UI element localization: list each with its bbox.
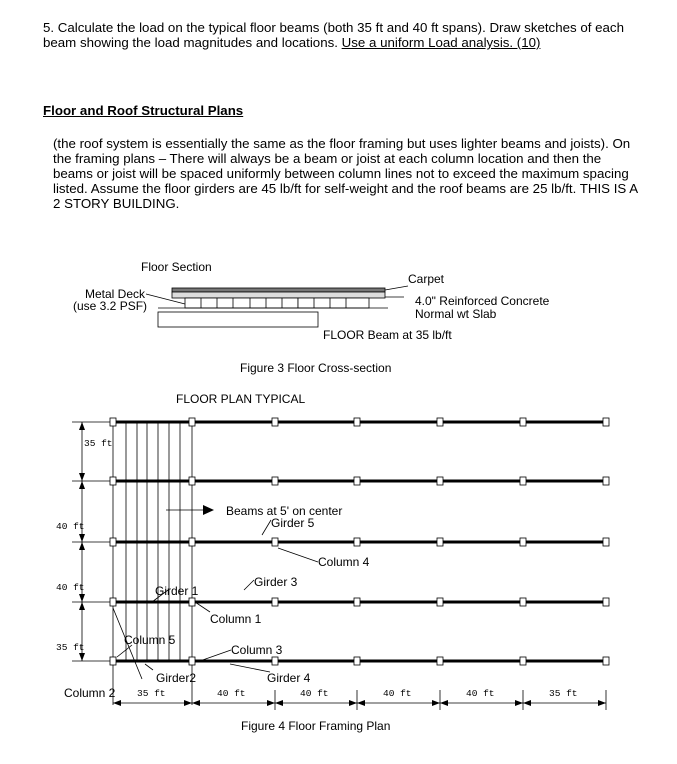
dim-arrow (275, 700, 283, 706)
dim-arrow (184, 700, 192, 706)
girder-5-label: Girder 5 (271, 516, 315, 530)
column-marker (437, 418, 443, 426)
column-marker (520, 598, 526, 606)
floor-section-figure (73, 260, 550, 375)
column-marker (272, 598, 278, 606)
column-marker (272, 477, 278, 485)
column-marker (110, 538, 116, 546)
dim-arrow (79, 594, 85, 602)
col-dim-2: 40 ft (217, 688, 246, 699)
column-marker (520, 477, 526, 485)
girder-2-label: Girder2 (156, 671, 197, 685)
metal-deck-label: Metal Deck (85, 287, 146, 301)
dim-arrow (113, 700, 121, 706)
column-marker (354, 538, 360, 546)
col-dim-4: 40 ft (383, 688, 412, 699)
col-dim-6: 35 ft (549, 688, 578, 699)
question-text: 5. Calculate the load on the typical floor beams (both 35 ft and 40 ft spans). Draw sketches of each beam showing the load magnitudes and locations. (43, 20, 624, 50)
column-marker (354, 477, 360, 485)
girder-4-label: Girder 4 (267, 671, 311, 685)
column-marker (110, 418, 116, 426)
dim-arrow (79, 653, 85, 661)
column-5-label: Column 5 (124, 633, 176, 647)
column-marker (603, 477, 609, 485)
column-marker (603, 598, 609, 606)
dim-arrow (79, 542, 85, 550)
dim-arrow (79, 602, 85, 610)
dim-arrow (357, 700, 365, 706)
girder-1-label: Girder 1 (155, 584, 199, 598)
beams-label: Beams at 5' on center (226, 504, 343, 518)
column-marker (354, 598, 360, 606)
column-marker (354, 657, 360, 665)
floor-framing-plan (56, 392, 609, 733)
beams-arrowhead (203, 505, 214, 515)
floor-plan-title: FLOOR PLAN TYPICAL (176, 392, 306, 406)
figure-4-caption: Figure 4 Floor Framing Plan (241, 719, 391, 733)
leader-line (145, 664, 153, 670)
dim-arrow (79, 481, 85, 489)
leader-line (244, 580, 254, 590)
column-marker (520, 418, 526, 426)
column-marker (110, 657, 116, 665)
slab-label: 4.0" Reinforced Concrete (415, 294, 550, 308)
concrete-slab (172, 292, 385, 298)
dim-arrow (267, 700, 275, 706)
dim-arrow (79, 473, 85, 481)
intro-paragraph: (the roof system is essentially the same as the floor framing but uses lighter beams and joists). On the framing plans – There will always be a beam or joist at each column location and then the beams or joist will be spaced uniformly between column lines not to exceed the maximum spacing listed. Assume the floor girders are 45 lb/ft for self-weight and the roof beams are 25 lb/ft. THIS IS A 2 STORY BUILDING. (53, 136, 638, 211)
column-marker (437, 657, 443, 665)
column-marker (272, 538, 278, 546)
dim-arrow (440, 700, 448, 706)
row-dim-1: 35 ft (84, 438, 113, 449)
row-dim-4: 35 ft (56, 642, 85, 653)
column-marker (272, 418, 278, 426)
column-marker (520, 657, 526, 665)
column-4-label: Column 4 (318, 555, 370, 569)
dim-arrow (192, 700, 200, 706)
dim-arrow (79, 534, 85, 542)
row-dim-2: 40 ft (56, 521, 85, 532)
column-marker (520, 538, 526, 546)
column-marker (189, 418, 195, 426)
col-dim-1: 35 ft (137, 688, 166, 699)
dim-arrow (523, 700, 531, 706)
carpet-label: Carpet (408, 272, 445, 286)
dim-arrow (515, 700, 523, 706)
dim-arrow (598, 700, 606, 706)
leader-line (262, 520, 271, 535)
slab-label-2: Normal wt Slab (415, 307, 497, 321)
col-dim-5: 40 ft (466, 688, 495, 699)
column-marker (189, 477, 195, 485)
dim-arrow (349, 700, 357, 706)
carpet-layer (172, 288, 385, 292)
column-marker (603, 657, 609, 665)
column-marker (354, 418, 360, 426)
col-dim-3: 40 ft (300, 688, 329, 699)
floor-section-title: Floor Section (141, 260, 212, 274)
dim-arrow (79, 422, 85, 430)
question-underlined: Use a uniform Load analysis. (10) (341, 35, 541, 50)
dim-arrow (432, 700, 440, 706)
leader-line (230, 664, 270, 672)
column-marker (110, 477, 116, 485)
column-marker (110, 598, 116, 606)
column-marker (603, 538, 609, 546)
girder-3-label: Girder 3 (254, 575, 298, 589)
column-2-label: Column 2 (64, 686, 116, 700)
figure-3-caption: Figure 3 Floor Cross-section (240, 361, 392, 375)
floor-beam-label: FLOOR Beam at 35 lb/ft (323, 328, 452, 342)
column-marker (189, 657, 195, 665)
metal-deck-psf: (use 3.2 PSF) (73, 299, 148, 313)
floor-beam (158, 312, 318, 327)
section-heading-text: Floor and Roof Structural Plans (43, 103, 244, 118)
row-dim-3: 40 ft (56, 582, 85, 593)
column-3-label: Column 3 (231, 643, 283, 657)
metal-deck (185, 298, 369, 308)
column-marker (437, 477, 443, 485)
column-marker (437, 538, 443, 546)
column-marker (272, 657, 278, 665)
leader-line (278, 548, 318, 562)
column-marker (603, 418, 609, 426)
column-marker (437, 598, 443, 606)
column-marker (189, 538, 195, 546)
column-marker (189, 598, 195, 606)
column-1-label: Column 1 (210, 612, 262, 626)
